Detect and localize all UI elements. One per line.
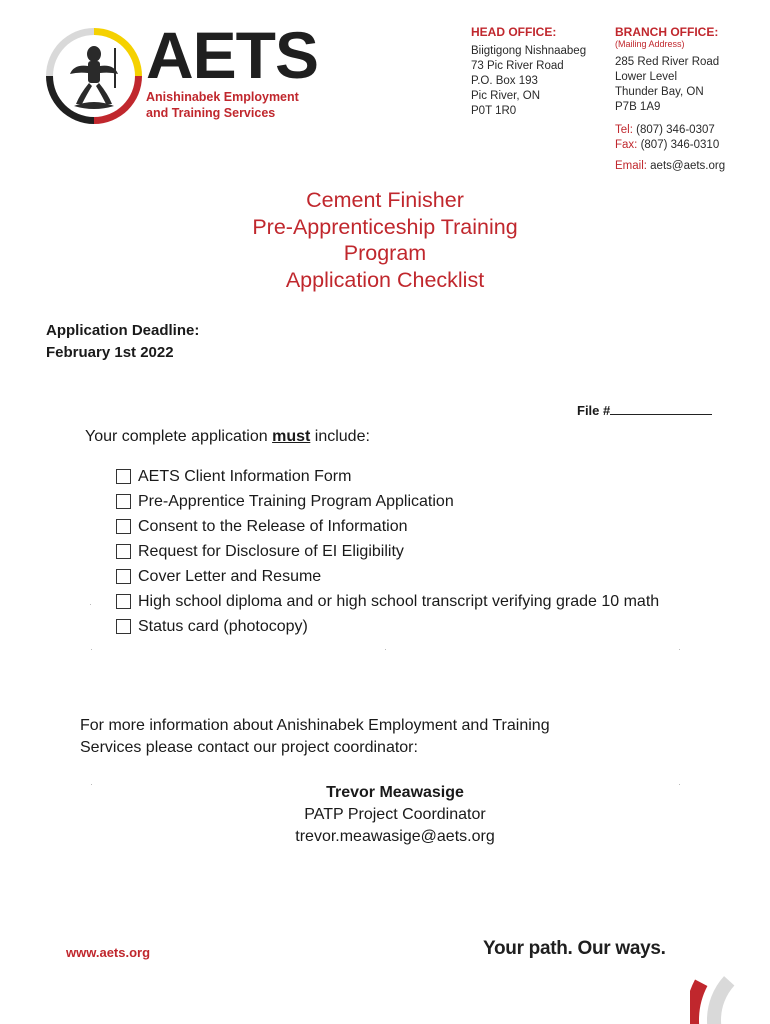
coordinator-role: PATP Project Coordinator [304, 806, 486, 823]
title-line: Program [343, 241, 427, 265]
title-line: Pre-Apprenticeship Training [252, 214, 518, 239]
branch-office-line: 285 Red River Road [615, 56, 720, 68]
checkbox[interactable] [116, 619, 131, 634]
coordinator-contact [0, 782, 770, 848]
application-checklist [116, 464, 659, 639]
scan-dot [679, 649, 680, 650]
coordinator-email-link[interactable]: trevor.meawasige@aets.org [295, 828, 495, 845]
checklist-item [116, 539, 659, 564]
deadline-date: February 1st 2022 [46, 344, 174, 361]
fax-line [615, 138, 725, 153]
checkbox[interactable] [116, 544, 131, 559]
checklist-item-label: Consent to the Release of Information [138, 517, 408, 535]
branch-office-line: Lower Level [615, 71, 678, 83]
intro-emphasis: must [272, 428, 311, 445]
head-office-line: 73 Pic River Road [471, 60, 564, 72]
email-label: Email: [615, 160, 647, 172]
more-info-line: Services please contact our project coordinator: [80, 739, 418, 756]
more-info-text [80, 715, 550, 759]
checklist-item-label: Pre-Apprentice Training Program Application [138, 492, 454, 510]
office-email-link[interactable]: aets@aets.org [650, 160, 726, 172]
logo-subtitle [146, 89, 299, 121]
head-office-address [471, 44, 586, 119]
intro-text-before: Your complete application [85, 428, 273, 445]
checklist-item-label: AETS Client Information Form [138, 467, 352, 485]
checklist-item-label: Request for Disclosure of EI Eligibility [138, 542, 404, 560]
more-info-line: For more information about Anishinabek Employment and Training [80, 717, 550, 734]
deadline-label: Application Deadline: [46, 322, 200, 339]
checkbox[interactable] [116, 569, 131, 584]
corner-medicine-wheel-graphic [690, 914, 770, 1024]
checklist-item [116, 514, 659, 539]
checkbox[interactable] [116, 469, 131, 484]
fax-number: (807) 346-0310 [640, 139, 720, 151]
checklist-item [116, 464, 659, 489]
application-deadline [46, 320, 199, 364]
head-office-line: P0T 1R0 [471, 105, 517, 117]
website-link[interactable]: www.aets.org [66, 945, 151, 960]
branch-office-line: P7B 1A9 [615, 101, 661, 113]
scan-dot [91, 649, 92, 650]
checklist-item-label: Cover Letter and Resume [138, 567, 322, 585]
scan-dot [385, 649, 386, 650]
checklist-item [116, 564, 659, 589]
branch-office-address [615, 55, 725, 115]
checkbox[interactable] [116, 494, 131, 509]
intro-text-after: include: [310, 428, 370, 445]
file-number-label: File # [577, 403, 611, 418]
head-office-line: Pic River, ON [471, 90, 541, 102]
scan-dot [90, 604, 91, 605]
coordinator-name: Trevor Meawasige [326, 784, 464, 801]
checklist-item [116, 614, 659, 639]
title-line: Cement Finisher [306, 188, 464, 212]
head-office-line: Biigtigong Nishnaabeg [471, 45, 587, 57]
checklist-item-label: High school diploma and or high school transcript verifying grade 10 math [138, 592, 660, 610]
title-line: Application Checklist [285, 267, 485, 292]
tel-line [615, 123, 725, 138]
branch-office-heading: BRANCH OFFICE: [615, 25, 719, 39]
tagline: Your path. Our ways. [483, 938, 666, 959]
file-number [577, 402, 712, 418]
checkbox[interactable] [116, 519, 131, 534]
branch-office-line: Thunder Bay, ON [615, 86, 704, 98]
logo-subtitle-line-1: Anishinabek Employment [146, 90, 299, 104]
head-office-heading: HEAD OFFICE: [471, 25, 557, 39]
email-line [615, 159, 725, 174]
fax-label: Fax: [615, 139, 638, 151]
logo-wordmark: AETS [146, 18, 319, 92]
checklist-item-label: Status card (photocopy) [138, 617, 308, 635]
branch-office-contacts [615, 123, 725, 174]
checkbox[interactable] [116, 594, 131, 609]
aets-logo-medicine-wheel [44, 26, 144, 126]
tel-label: Tel: [615, 124, 633, 136]
branch-office-note: (Mailing Address) [615, 39, 685, 49]
branch-office [615, 25, 725, 174]
head-office [471, 25, 586, 119]
checklist-item [116, 589, 659, 614]
file-number-blank[interactable] [610, 402, 712, 415]
tel-number: (807) 346-0307 [636, 124, 715, 136]
checklist-intro [85, 428, 370, 446]
head-office-line: P.O. Box 193 [471, 75, 538, 87]
document-title [0, 187, 770, 293]
checklist-item [116, 489, 659, 514]
logo-subtitle-line-2: and Training Services [146, 106, 276, 120]
